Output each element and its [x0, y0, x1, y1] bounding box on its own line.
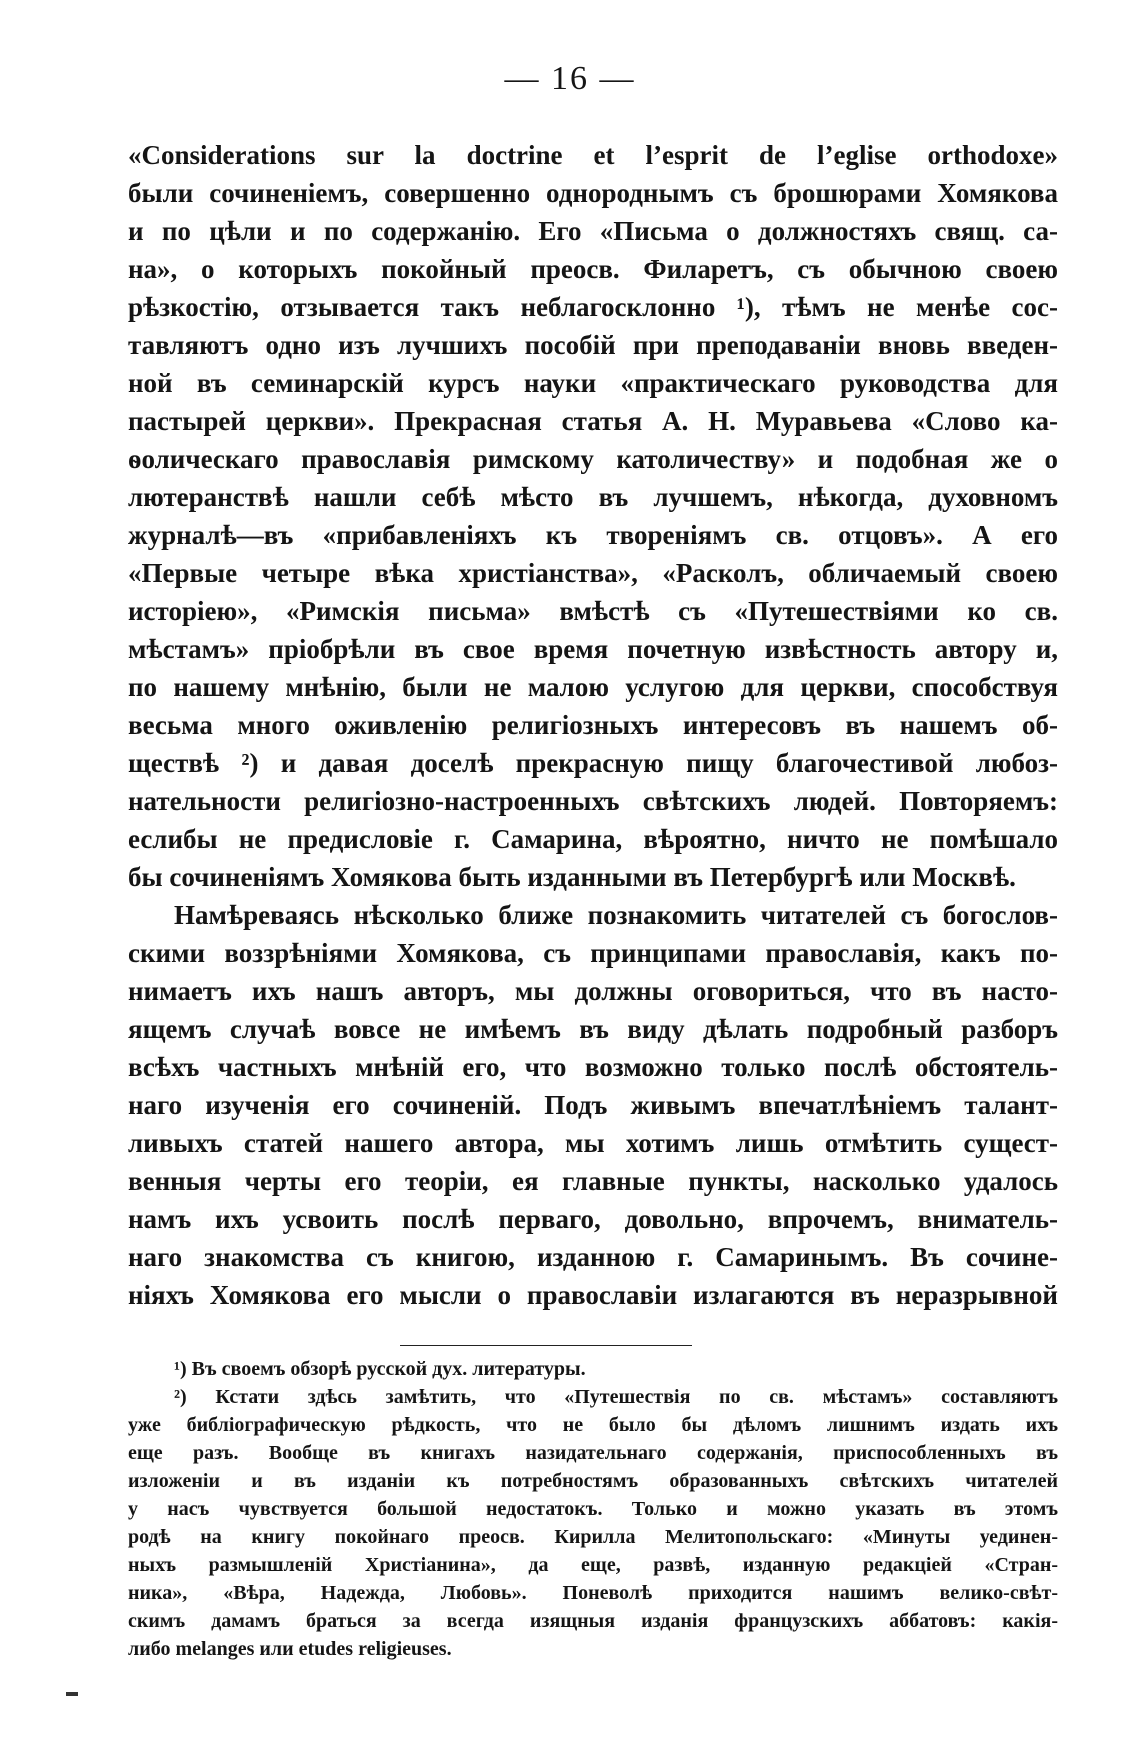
text-line: ной въ семинарскій курсъ науки «практическаго руководства для	[128, 368, 1058, 398]
text-line: наго изученія его сочиненій. Подъ живымъ впечатлѣніемъ талант-	[128, 1090, 1058, 1120]
footnote-2-line: родѣ на книгу покойнаго преосв. Кирилла Мелитопольскаго: «Минуты уединен-	[128, 1526, 1058, 1548]
text-line: рѣзкостію, отзывается такъ неблагосклонно ¹), тѣмъ не менѣе сос-	[128, 292, 1058, 322]
text-line: ливыхъ статей нашего автора, мы хотимъ лишь отмѣтить сущест-	[128, 1128, 1058, 1158]
text-line: журналѣ—въ «прибавленіяхъ къ твореніямъ св. отцовъ». А его	[128, 520, 1058, 550]
footnote-2-line: ныхъ размышленій Христіанина», да еще, развѣ, изданную редакціей «Стран-	[128, 1554, 1058, 1576]
footnote-2-line: изложеніи и въ изданіи къ потребностямъ образованныхъ свѣтскихъ читателей	[128, 1470, 1058, 1492]
text-line: намъ ихъ усвоить послѣ перваго, довольно, впрочемъ, вниматель-	[128, 1204, 1058, 1234]
footnote-2-line: ника», «Вѣра, Надежда, Любовь». Поневолѣ приходится нашимъ велико-свѣт-	[128, 1582, 1058, 1604]
text-line: нимаетъ ихъ нашъ авторъ, мы должны оговориться, что въ насто-	[128, 976, 1058, 1006]
text-line: на», о которыхъ покойный преосв. Филаретъ, съ обычною своею	[128, 254, 1058, 284]
text-line: исторіею», «Римскія письма» вмѣстѣ съ «Путешествіями ко св.	[128, 596, 1058, 626]
body-text	[128, 136, 1058, 1314]
text-line: пастырей церкви». Прекрасная статья А. Н. Муравьева «Слово ка-	[128, 406, 1058, 436]
text-line: еслибы не предисловіе г. Самарина, вѣроятно, ничто не помѣшало	[128, 824, 1058, 854]
text-line: по нашему мнѣнію, были не малою услугою для церкви, способствуя	[128, 672, 1058, 702]
text-line: скими воззрѣніями Хомякова, съ принципами православія, какъ по-	[128, 938, 1058, 968]
text-line: «Considerations sur la doctrine et l’esprit de l’eglise orthodoxe»	[128, 140, 1058, 170]
text-line: были сочиненіемъ, совершенно однороднымъ съ брошюрами Хомякова	[128, 178, 1058, 208]
text-line: тавляютъ одно изъ лучшихъ пособій при преподаваніи вновь введен-	[128, 330, 1058, 360]
footnote-2-line: уже библіографическую рѣдкость, что не было бы дѣломъ лишнимъ издать ихъ	[128, 1414, 1058, 1436]
paragraph-start-line: Намѣреваясь нѣсколько ближе познакомить читателей съ богослов-	[174, 900, 1058, 930]
footnote-2-line: либо melanges или etudes religieuses.	[128, 1638, 452, 1660]
text-line: венныя черты его теоріи, ея главные пункты, насколько удалось	[128, 1166, 1058, 1196]
text-line: весьма много оживленію религіозныхъ интересовъ въ нашемъ об-	[128, 710, 1058, 740]
page-number: — 16 —	[504, 60, 636, 97]
text-line: ящемъ случаѣ вовсе не имѣемъ въ виду дѣлать подробный разборъ	[128, 1014, 1058, 1044]
text-line: мѣстамъ» пріобрѣли въ свое время почетную извѣстность автору и,	[128, 634, 1058, 664]
text-line: нательности религіозно-настроенныхъ свѣтскихъ людей. Повторяемъ:	[128, 786, 1058, 816]
footnote-2-line: еще разъ. Вообще въ книгахъ назидательнаго содержанія, приспособленныхъ въ	[128, 1442, 1058, 1464]
footnote-divider	[400, 1345, 692, 1346]
text-line: лютеранствѣ нашли себѣ мѣсто въ лучшемъ, нѣкогда, духовномъ	[128, 482, 1058, 512]
footnote-2-line: ²) Кстати здѣсь замѣтить, что «Путешествія по св. мѣстамъ» составляютъ	[174, 1386, 1058, 1408]
text-line: ніяхъ Хомякова его мысли о православіи излагаются въ неразрывной	[128, 1280, 1058, 1310]
footnote-2-line: скимъ дамамъ браться за всегда изящныя изданія французскихъ аббатовъ: какія-	[128, 1610, 1058, 1632]
text-line: ѳолическаго православія римскому католичеству» и подобная же о	[128, 444, 1058, 474]
text-line: всѣхъ частныхъ мнѣній его, что возможно только послѣ обстоятель-	[128, 1052, 1058, 1082]
paragraph-end-line: бы сочиненіямъ Хомякова быть изданными въ Петербургѣ или Москвѣ.	[128, 862, 1016, 892]
text-line: ществѣ ²) и давая доселѣ прекрасную пищу благочестивой любоз-	[128, 748, 1058, 778]
text-line: «Первые четыре вѣка христіанства», «Расколъ, обличаемый своею	[128, 558, 1058, 588]
footnote-2-line: у насъ чувствуется большой недостатокъ. Только и можно указать въ этомъ	[128, 1498, 1058, 1520]
footnote-1: ¹) Въ своемъ обзорѣ русской дух. литературы.	[174, 1358, 586, 1380]
text-line: наго знакомства съ книгою, изданною г. Самаринымъ. Въ сочине-	[128, 1242, 1058, 1272]
footnotes	[128, 1355, 1058, 1663]
text-line: и по цѣли и по содержанію. Его «Письма о должностяхъ свящ. са-	[128, 216, 1058, 246]
print-mark	[66, 1692, 78, 1696]
